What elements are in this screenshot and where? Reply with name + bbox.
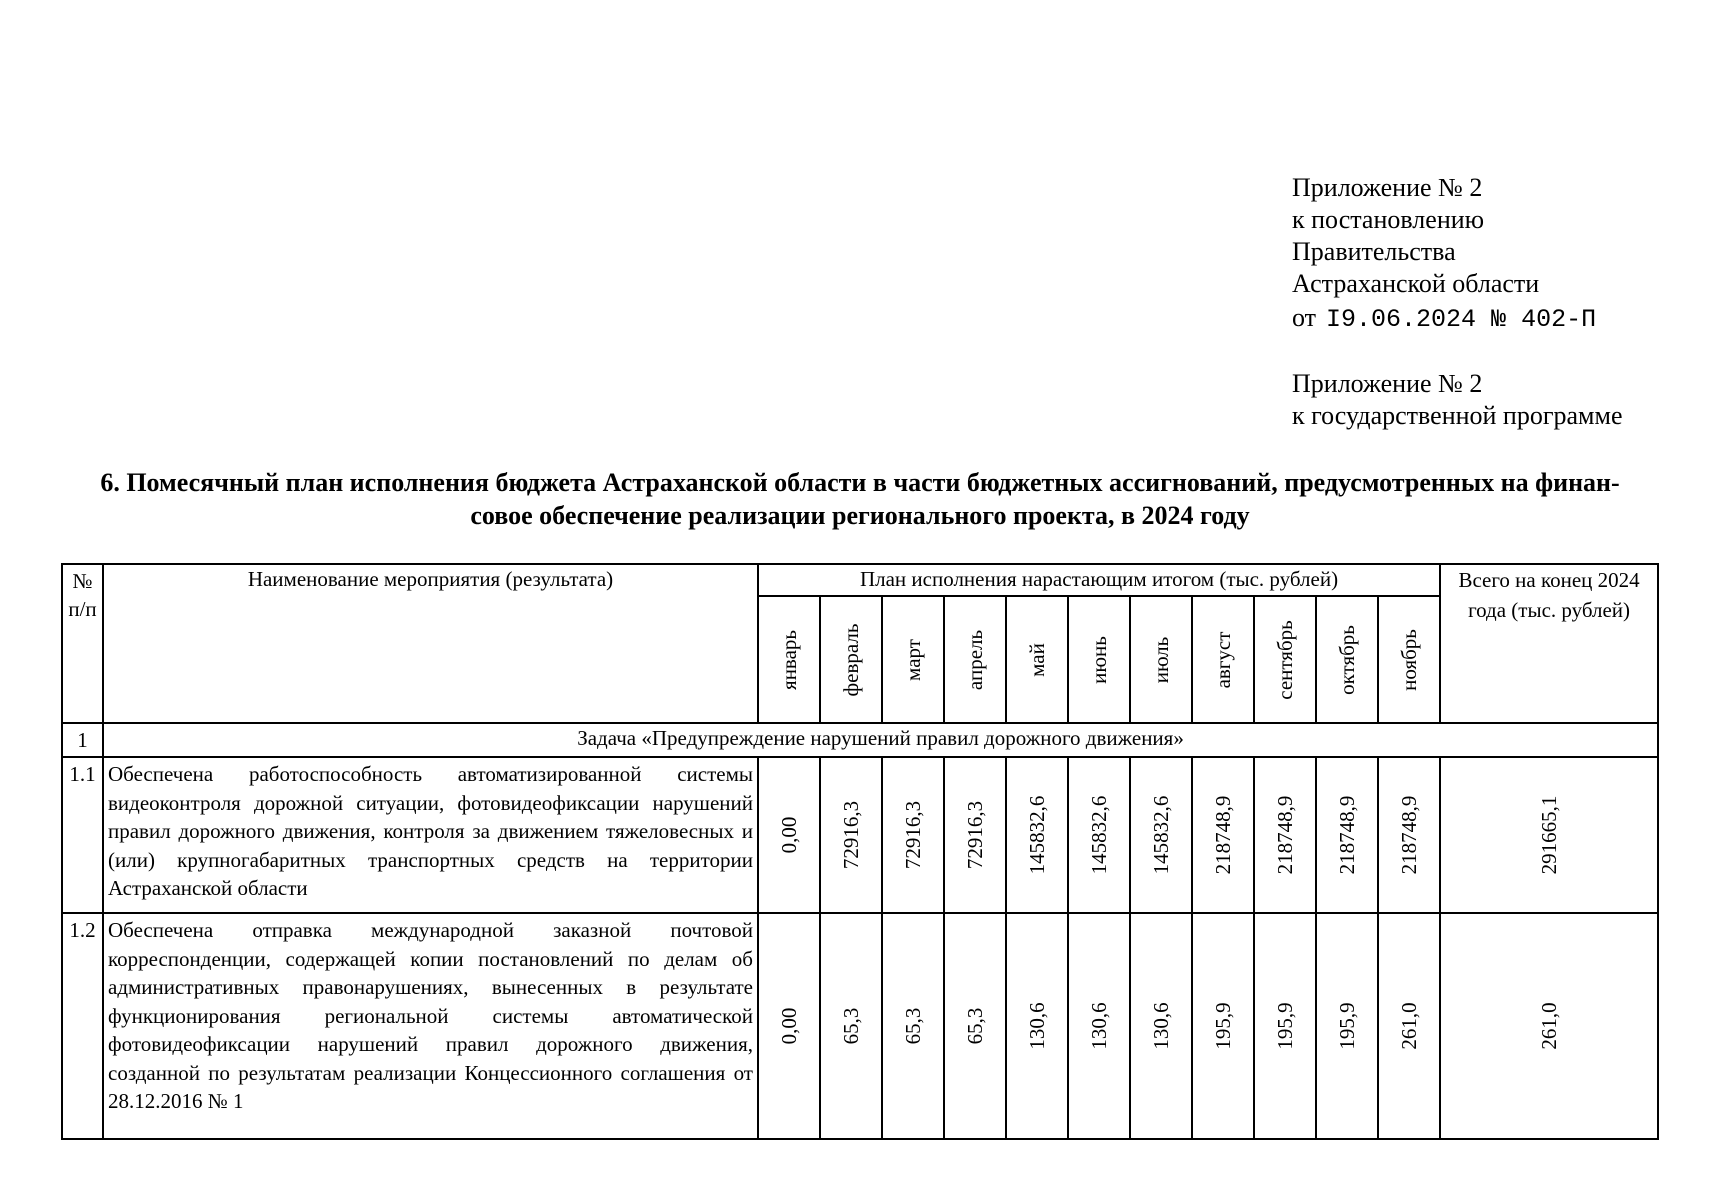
value-text: 195,9 — [1335, 1002, 1359, 1050]
value-text: 145832,6 — [1025, 795, 1049, 875]
value-cell — [758, 913, 820, 1139]
budget-plan-table — [61, 563, 1659, 1140]
month-header-aug — [1192, 596, 1254, 723]
header-number: № п/п — [62, 564, 103, 723]
row-description: Обеспечена работоспособность автоматизированной системы видеоконтроля дорожной ситуации, фотовидеофиксации нарушений правил дорожного движения, контроля за движением тяжеловесных и (или) крупногабаритных транспортных средств на территории Астраханской области — [103, 757, 758, 913]
header-total: Всего на конец 2024 года (тыс. рублей) — [1440, 564, 1658, 723]
value-cell — [820, 913, 882, 1139]
annex-line-4: Астраханской области — [1292, 269, 1540, 298]
heading-line-1: 6. Помесячный план исполнения бюджета Астраханской области в части бюджетных ассигнований, предусмотренных на финан- — [100, 468, 1620, 497]
value-text: 130,6 — [1087, 1002, 1111, 1050]
month-header-mar — [882, 596, 944, 723]
program-annex-line-1: Приложение № 2 — [1292, 369, 1483, 398]
value-cell — [882, 913, 944, 1139]
month-label: октябрь — [1335, 624, 1359, 695]
value-text: 72916,3 — [839, 800, 863, 870]
value-cell — [1378, 913, 1440, 1139]
value-text: 65,3 — [963, 1007, 987, 1045]
header-name: Наименование мероприятия (результата) — [103, 564, 758, 723]
month-label: сентябрь — [1273, 619, 1297, 700]
program-annex-block — [1292, 368, 1623, 432]
value-text: 72916,3 — [963, 800, 987, 870]
value-text: 145832,6 — [1087, 795, 1111, 875]
value-text: 195,9 — [1273, 1002, 1297, 1050]
month-label: июль — [1149, 636, 1173, 683]
value-text: 0,00 — [777, 1007, 801, 1045]
task-title: Задача «Предупреждение нарушений правил дорожного движения» — [103, 723, 1658, 757]
value-cell — [1130, 913, 1192, 1139]
month-header-jun — [1068, 596, 1130, 723]
value-text: 72916,3 — [901, 800, 925, 870]
value-cell — [1130, 757, 1192, 913]
annex-line-3: Правительства — [1292, 237, 1456, 266]
month-header-may — [1006, 596, 1068, 723]
month-label: январь — [777, 629, 801, 690]
month-label: август — [1211, 631, 1235, 688]
value-text: 130,6 — [1149, 1002, 1173, 1050]
annex-block — [1292, 172, 1596, 336]
month-label: июнь — [1087, 635, 1111, 684]
month-label: май — [1025, 642, 1049, 677]
heading-line-2: совое обеспечение реализации регионального проекта, в 2024 году — [470, 501, 1250, 530]
value-text: 65,3 — [839, 1007, 863, 1045]
month-header-jul — [1130, 596, 1192, 723]
task-number: 1 — [62, 723, 103, 757]
month-label: ноябрь — [1397, 628, 1422, 691]
header-plan: План исполнения нарастающим итогом (тыс. рублей) — [758, 564, 1440, 596]
month-header-oct — [1316, 596, 1378, 723]
value-cell — [1254, 757, 1316, 913]
month-label: март — [901, 638, 925, 681]
month-header-feb — [820, 596, 882, 723]
order-number: I9.06.2024 № 402-П — [1326, 305, 1597, 334]
annex-line-1: Приложение № 2 — [1292, 173, 1483, 202]
value-text: 145832,6 — [1149, 795, 1173, 875]
month-header-apr — [944, 596, 1006, 723]
value-cell — [1316, 913, 1378, 1139]
task-row — [62, 723, 1658, 757]
value-text: 195,9 — [1211, 1002, 1235, 1050]
value-cell — [1254, 913, 1316, 1139]
value-text: 218748,9 — [1273, 795, 1297, 875]
value-cell — [820, 757, 882, 913]
month-label: апрель — [963, 629, 987, 690]
value-cell — [758, 757, 820, 913]
table-row — [62, 757, 1658, 913]
value-cell — [1192, 913, 1254, 1139]
value-text: 261,0 — [1397, 1002, 1422, 1050]
program-annex-line-2: к государственной программе — [1292, 401, 1623, 430]
value-text: 0,00 — [777, 816, 801, 854]
total-text: 291665,1 — [1537, 795, 1562, 875]
value-text: 218748,9 — [1211, 795, 1235, 875]
row-number: 1.1 — [62, 757, 103, 913]
value-cell — [882, 757, 944, 913]
row-number: 1.2 — [62, 913, 103, 1139]
value-text: 65,3 — [901, 1007, 925, 1045]
order-prefix: от — [1292, 303, 1317, 332]
value-text: 130,6 — [1025, 1002, 1049, 1050]
value-cell — [1006, 757, 1068, 913]
total-cell — [1440, 757, 1658, 913]
value-cell — [1006, 913, 1068, 1139]
value-cell — [944, 757, 1006, 913]
value-text: 218748,9 — [1335, 795, 1359, 875]
document-heading — [60, 466, 1660, 532]
month-header-jan — [758, 596, 820, 723]
value-cell — [1316, 757, 1378, 913]
table-row — [62, 913, 1658, 1139]
value-cell — [1068, 757, 1130, 913]
total-cell — [1440, 913, 1658, 1139]
value-cell — [1068, 913, 1130, 1139]
value-cell — [1192, 757, 1254, 913]
header-row — [62, 564, 1658, 596]
value-cell — [944, 913, 1006, 1139]
month-header-nov — [1378, 596, 1440, 723]
value-cell — [1378, 757, 1440, 913]
order-line — [1292, 302, 1596, 336]
annex-line-2: к постановлению — [1292, 205, 1485, 234]
month-label: февраль — [839, 623, 863, 696]
month-header-sep — [1254, 596, 1316, 723]
row-description: Обеспечена отправка международной заказной почтовой корреспонденции, содержащей копии постановлений по делам об административных правонарушениях, вынесенных в результате функционирования региональной системы автоматической фотовидеофиксации нарушений правил дорожного движения, созданной по результатам реализации Концессионного соглашения от 28.12.2016 № 1 — [103, 913, 758, 1139]
total-text: 261,0 — [1537, 1002, 1562, 1050]
value-text: 218748,9 — [1397, 795, 1422, 875]
